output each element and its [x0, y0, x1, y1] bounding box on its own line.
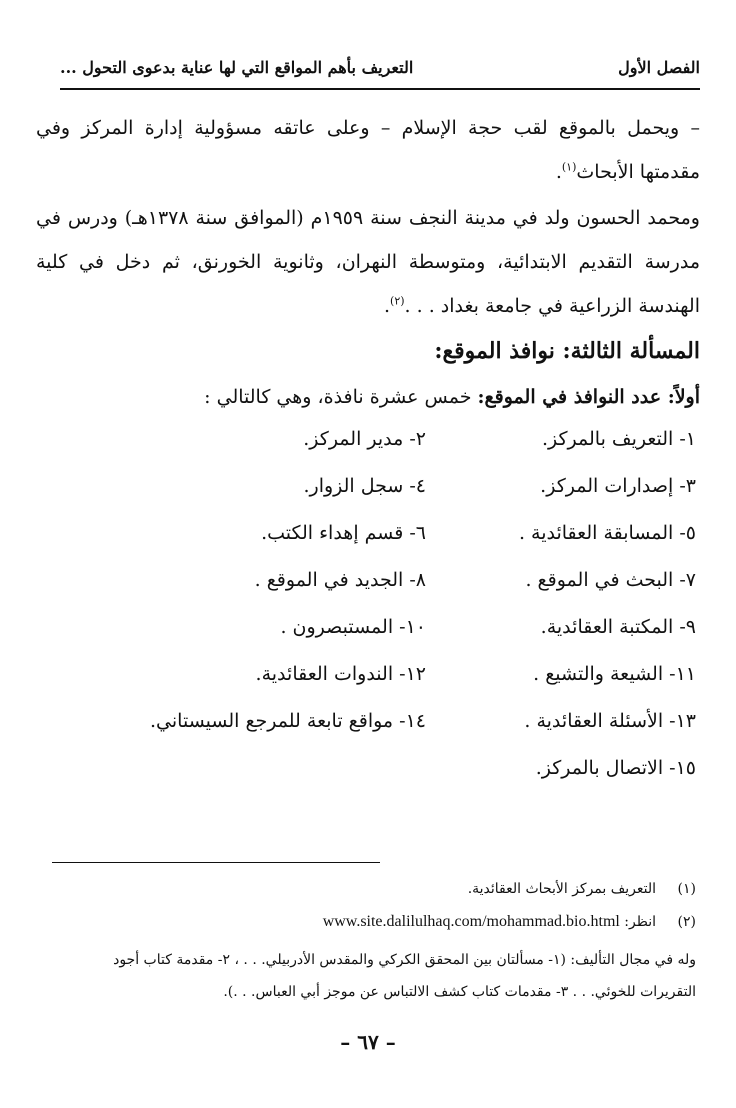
header-divider: [60, 88, 700, 90]
list-item: ١٢- الندوات العقائدية.: [255, 663, 426, 685]
list-item: ٧- البحث في الموقع .: [525, 569, 696, 591]
list-item: ١٥- الاتصال بالمركز.: [535, 757, 696, 779]
footnote-2-line-2: وله في مجال التأليف: (١- مسألتان بين المحقق الكركي والمقدس الأدربيلي. . . ، ٢- مقدمة كتاب أجود: [113, 952, 696, 968]
list-item: ٥- المسابقة العقائدية .: [518, 522, 696, 544]
running-title: التعريف بأهم المواقع التي لها عناية بدعوى التحول ...: [60, 58, 414, 77]
windows-intro: [204, 386, 700, 408]
page-number: – ٦٧ –: [340, 1030, 396, 1054]
list-item: ١١- الشيعة والتشيع .: [533, 663, 696, 685]
list-item: ١٠- المستبصرون .: [280, 616, 426, 638]
list-item: ٢- مدير المركز.: [303, 428, 426, 450]
paragraph-1: [36, 106, 700, 194]
list-item: ١- التعريف بالمركز.: [541, 428, 696, 450]
page-header: [60, 58, 700, 84]
paragraph-1-text: – ويحمل بالموقع لقب حجة الإسلام – وعلى عاتقه مسؤولية إدارة المركز وفي مقدمتها الأبحاث: [36, 117, 700, 183]
list-item: ٤- سجل الزوار.: [303, 475, 426, 497]
list-item: ١٤- مواقع تابعة للمرجع السيستاني.: [150, 710, 426, 732]
footnote-1: [46, 876, 696, 902]
paragraph-2-end: .: [383, 295, 391, 317]
paragraph-1-end: .: [555, 161, 562, 183]
footnote-2-continuation: [46, 944, 696, 1008]
footnote-divider: [52, 862, 380, 863]
footnote-2-url[interactable]: www.site.dalilulhaq.com/mohammad.bio.html: [322, 913, 620, 930]
footnote-2-number: (٢): [677, 914, 696, 930]
list-item: ٣- إصدارات المركز.: [540, 475, 696, 497]
list-item: ٩- المكتبة العقائدية.: [540, 616, 696, 638]
footnote-ref-2: (٢): [390, 294, 405, 308]
intro-text: خمس عشرة نافذة، وهي كالتالي :: [204, 386, 478, 408]
list-item: ٦- قسم إهداء الكتب.: [261, 522, 426, 544]
intro-label: أولاً: عدد النوافذ في الموقع:: [477, 386, 700, 408]
paragraph-2-text: ومحمد الحسون ولد في مدينة النجف سنة ١٩٥٩م (الموافق سنة ١٣٧٨هـ) ودرس في مدرسة التقديم الابتدائية، ومتوسطة النهران، وثانوية الخورنق، ثم دخل في كلية الهندسة الزراعية في جامعة بغداد . . .: [36, 207, 700, 317]
list-item: ١٣- الأسئلة العقائدية .: [524, 710, 696, 732]
footnote-ref-1: (١): [561, 160, 577, 174]
footnote-1-text: التعريف بمركز الأبحاث العقائدية.: [467, 881, 656, 897]
footnote-2: [46, 909, 696, 935]
paragraph-2: [36, 196, 700, 328]
windows-list: [56, 428, 696, 804]
footnote-1-number: (١): [677, 881, 696, 897]
section-heading: المسألة الثالثة: نوافذ الموقع:: [434, 338, 700, 364]
footnote-2-line-3: التقريرات للخوئي. . . ٣- مقدمات كتاب كشف الالتباس عن موجز أبي العباس. . .).: [223, 984, 696, 1000]
list-item: ٨- الجديد في الموقع .: [254, 569, 426, 591]
chapter-title: الفصل الأول: [618, 58, 700, 77]
footnote-2-label: انظر:: [624, 914, 656, 930]
